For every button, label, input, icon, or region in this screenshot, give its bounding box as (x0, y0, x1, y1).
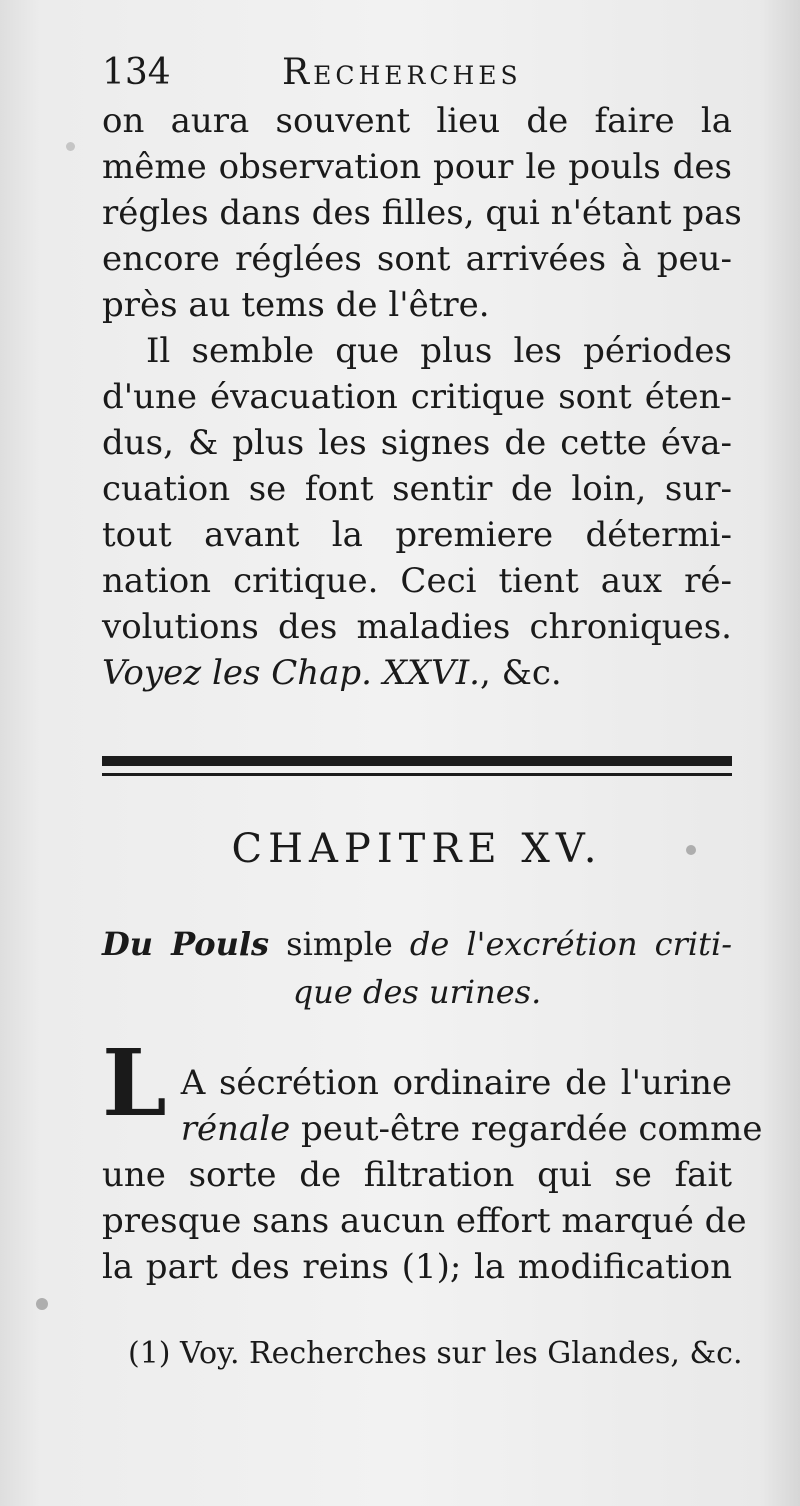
section-divider-thick (102, 756, 732, 766)
text-line: cuation se font sentir de loin, sur- (102, 469, 732, 509)
chapter-reference: Voyez les Chap. XXVI. (102, 653, 480, 693)
subtitle-line (102, 920, 732, 968)
text-line: la part des reins (1); la modification (102, 1247, 732, 1287)
text-line: une sorte de filtration qui se fait (102, 1155, 732, 1195)
footnote: (1) Voy. Recherches sur les Glandes, &c. (128, 1336, 743, 1371)
ink-spot (66, 142, 75, 151)
page-number: 134 (102, 52, 171, 93)
reference-tail: , &c. (479, 653, 562, 693)
subtitle-line: que des urines. (292, 973, 542, 1011)
text-line: volutions des maladies chroniques. (102, 607, 732, 647)
main-text-top (102, 98, 742, 696)
chapter-subtitle (102, 920, 732, 1016)
text-line: tout avant la premiere détermi- (102, 515, 732, 555)
text-line: même observation pour le pouls des (102, 147, 732, 187)
chapter-title: CHAPITRE XV. (231, 826, 603, 872)
text-line: près au tems de l'être. (102, 285, 490, 325)
drop-cap: L (102, 1029, 167, 1137)
text-line: A sécrétion ordinaire de l'urine (180, 1063, 732, 1103)
subtitle-part: simple (286, 925, 393, 963)
text-line: dus, & plus les signes de cette éva- (102, 423, 732, 463)
text-line: presque sans aucun effort marqué de (102, 1201, 747, 1241)
running-head (102, 48, 732, 98)
text-line: encore réglées sont arrivées à peu- (102, 239, 732, 279)
text-line: on aura souvent lieu de faire la (102, 101, 732, 141)
text-line: Il semble que plus les périodes (146, 331, 732, 371)
ink-spot (686, 845, 696, 855)
reference-line (102, 650, 732, 696)
section-divider-thin (102, 773, 732, 776)
italic-word: rénale (180, 1109, 291, 1149)
text-line: d'une évacuation critique sont éten- (102, 377, 732, 417)
running-title: Recherches (282, 52, 522, 93)
subtitle-part: Du Pouls (102, 925, 270, 963)
ink-spot (36, 1298, 48, 1310)
text-line: nation critique. Ceci tient aux ré- (102, 561, 732, 601)
subtitle-part: de l'excrétion criti- (409, 925, 733, 963)
line-rest: peut-être regardée comme (301, 1109, 763, 1149)
chapter-body (102, 1029, 763, 1290)
text-line (102, 1106, 763, 1152)
text-line: régles dans des filles, qui n'étant pas (102, 193, 742, 233)
